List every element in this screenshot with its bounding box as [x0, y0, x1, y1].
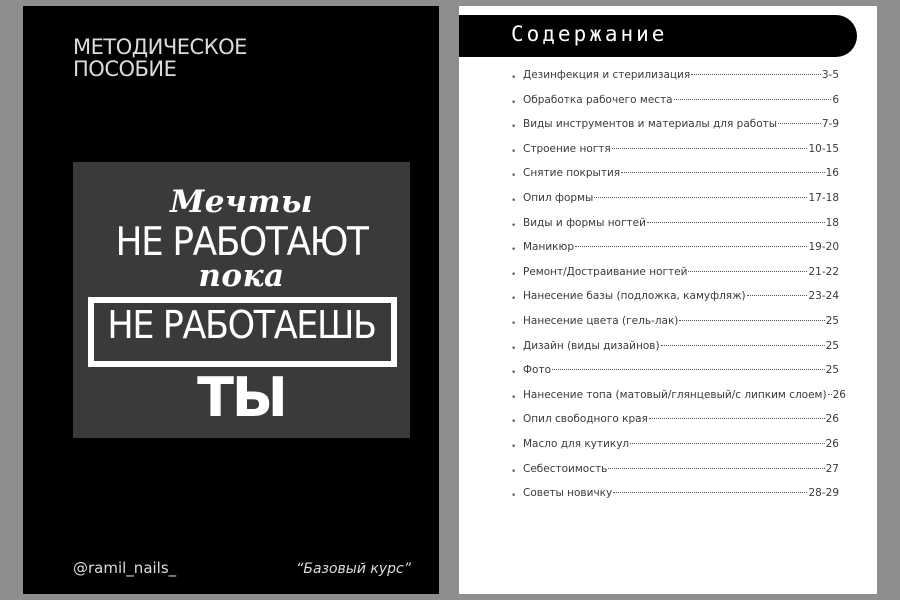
toc-item	[459, 217, 877, 242]
bullet-icon: •	[511, 245, 517, 256]
bullet-icon: •	[511, 466, 517, 477]
toc-item-label: Виды инструментов и материалы для работы	[523, 118, 778, 131]
toc-item-pages: 21-22	[808, 265, 839, 278]
toc-item-pages: 3-5	[821, 69, 839, 81]
toc-item-pages: 27	[825, 462, 839, 475]
toc-item-pages: 18	[825, 216, 839, 229]
toc-item-pages: 17-18	[808, 191, 839, 204]
toc-item	[459, 487, 877, 512]
toc-item-label: Ремонт/Достраивание ногтей	[523, 265, 688, 278]
toc-item-pages: 26	[832, 388, 846, 401]
toc-item-label: Дезинфекция и стерилизация	[523, 69, 691, 81]
bullet-icon: •	[511, 368, 517, 379]
toc-list	[459, 69, 877, 512]
bullet-icon: •	[511, 417, 517, 428]
toc-item	[459, 192, 877, 217]
toc-item-pages: 26	[825, 413, 839, 426]
toc-leader-dots	[661, 345, 825, 346]
bullet-icon: •	[511, 73, 517, 83]
bullet-icon: •	[511, 122, 517, 133]
toc-leader-dots	[621, 172, 825, 173]
bullet-icon: •	[511, 220, 517, 231]
quote-box	[73, 162, 410, 438]
toc-item-label: Масло для кутикул	[523, 437, 630, 450]
toc-item-label: Виды и формы ногтей	[523, 216, 646, 229]
toc-leader-dots	[594, 197, 807, 198]
toc-item-label: Нанесение базы (подложка, камуфляж)	[523, 290, 746, 303]
toc-item-label: Маникюр	[523, 241, 575, 254]
toc-leader-dots	[778, 123, 821, 124]
toc-item-pages: 19-20	[808, 241, 839, 254]
toc-item	[459, 340, 877, 365]
toc-item	[459, 94, 877, 119]
toc-item	[459, 315, 877, 340]
toc-item	[459, 69, 877, 94]
quote-line: пока	[198, 258, 285, 294]
cover-kicker-line: ПОСОБИЕ	[73, 57, 177, 81]
toc-item-pages: 16	[825, 167, 839, 180]
bullet-icon: •	[511, 195, 517, 206]
toc-item	[459, 463, 877, 488]
bullet-icon: •	[511, 171, 517, 182]
toc-page	[459, 6, 877, 594]
bullet-icon: •	[511, 146, 517, 157]
toc-item-label: Обработка рабочего места	[523, 93, 673, 106]
toc-leader-dots	[649, 418, 825, 419]
bullet-icon: •	[511, 269, 517, 280]
toc-item	[459, 413, 877, 438]
toc-leader-dots	[552, 369, 825, 370]
toc-item-pages: 7-9	[821, 118, 839, 131]
toc-item	[459, 364, 877, 389]
cover-course: “Базовый курс”	[296, 561, 411, 577]
toc-item	[459, 266, 877, 291]
toc-leader-dots	[630, 443, 824, 444]
toc-leader-dots	[575, 246, 807, 247]
toc-item-label: Фото	[523, 364, 552, 377]
toc-item	[459, 389, 877, 414]
toc-item-pages: 25	[825, 314, 839, 327]
toc-item-pages: 26	[825, 437, 839, 450]
cover-page	[23, 6, 439, 594]
bullet-icon: •	[511, 343, 517, 354]
toc-leader-dots	[647, 222, 825, 223]
toc-item	[459, 438, 877, 463]
toc-item	[459, 241, 877, 266]
toc-leader-dots	[688, 271, 807, 272]
toc-leader-dots	[691, 74, 821, 75]
toc-item-pages: 28-29	[808, 487, 839, 500]
toc-item-label: Снятие покрытия	[523, 167, 621, 180]
toc-leader-dots	[747, 295, 808, 296]
cover-handle: @ramil_nails_	[73, 559, 177, 577]
toc-leader-dots	[608, 468, 824, 469]
toc-item	[459, 143, 877, 168]
quote-line: ТЫ	[197, 366, 286, 429]
toc-item	[459, 290, 877, 315]
quote-line: Мечты	[169, 184, 314, 220]
toc-item-label: Опил свободного края	[523, 413, 648, 426]
toc-item-label: Нанесение топа (матовый/глянцевый/с липким слоем)	[523, 388, 827, 401]
toc-leader-dots	[674, 99, 832, 100]
toc-item-pages: 23-24	[808, 290, 839, 303]
toc-item-pages: 6	[832, 93, 839, 106]
quote-line: НЕ РАБОТАЮТ	[115, 220, 368, 265]
bullet-icon: •	[511, 441, 517, 452]
toc-leader-dots	[828, 394, 832, 395]
bullet-icon: •	[511, 294, 517, 305]
toc-leader-dots	[612, 148, 808, 149]
toc-item-label: Советы новичку	[523, 487, 613, 500]
bullet-icon: •	[511, 491, 517, 502]
cover-kicker	[73, 36, 247, 80]
bullet-icon: •	[511, 318, 517, 329]
cover-kicker-line: МЕТОДИЧЕСКОЕ	[73, 35, 247, 59]
toc-title: Содержание	[511, 22, 668, 46]
toc-leader-dots	[613, 492, 807, 493]
toc-item-label: Себестоимость	[523, 462, 608, 475]
toc-item-pages: 25	[825, 339, 839, 352]
toc-item-label: Нанесение цвета (гель-лак)	[523, 314, 679, 327]
toc-item	[459, 167, 877, 192]
toc-item-label: Дизайн (виды дизайнов)	[523, 339, 660, 352]
toc-item	[459, 118, 877, 143]
toc-leader-dots	[679, 320, 824, 321]
bullet-icon: •	[511, 392, 517, 403]
bullet-icon: •	[511, 97, 517, 108]
toc-item-pages: 25	[825, 364, 839, 377]
toc-item-label: Опил формы	[523, 191, 594, 204]
toc-item-pages: 10-15	[808, 142, 839, 155]
toc-item-label: Строение ногтя	[523, 142, 611, 155]
toc-header	[459, 15, 857, 57]
quote-line: НЕ РАБОТАЕШЬ	[107, 303, 376, 347]
